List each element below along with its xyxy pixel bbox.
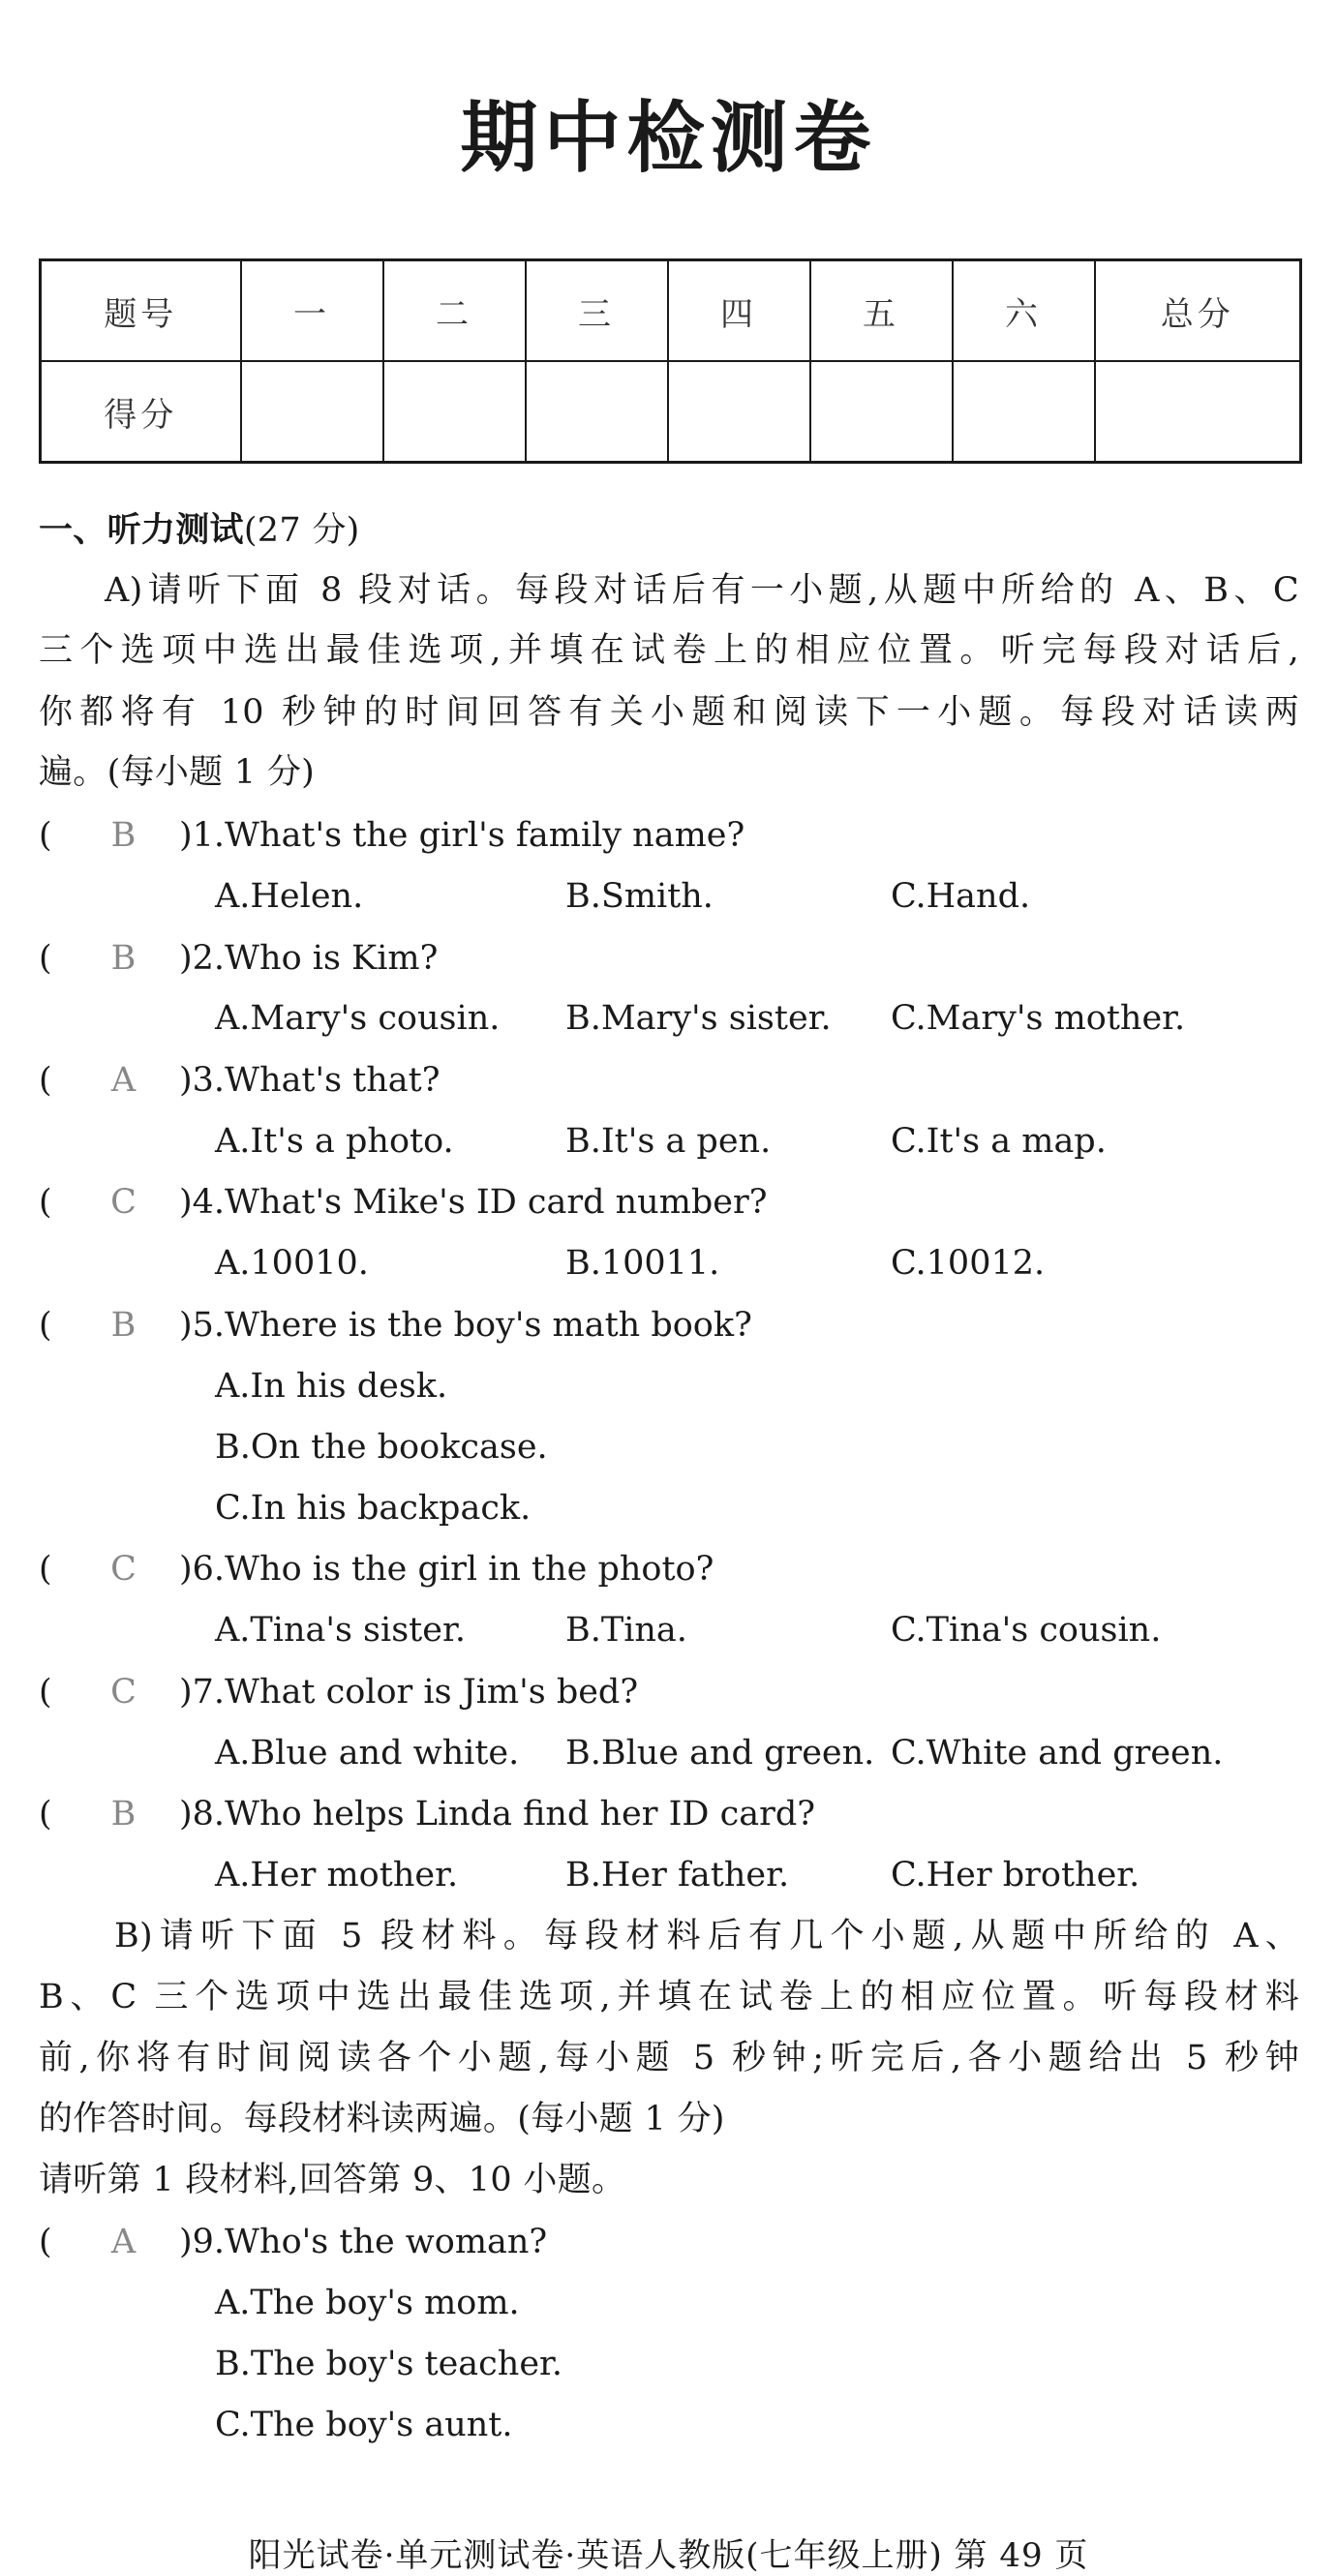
option-a: A.The boy's mom. bbox=[215, 2284, 520, 2322]
option-a: A.In his desk. bbox=[215, 1367, 448, 1406]
score-table bbox=[39, 258, 1302, 464]
question-3: ( A )3.What's that? bbox=[39, 1061, 441, 1100]
section-title: 一、听力测试 bbox=[39, 511, 244, 550]
table-header-cell: 三 bbox=[526, 260, 668, 362]
answer-blank[interactable]: B bbox=[110, 1795, 137, 1834]
table-header-cell: 五 bbox=[810, 260, 953, 362]
score-table-score-row bbox=[41, 361, 1301, 463]
option-b: B.The boy's teacher. bbox=[215, 2345, 563, 2383]
option-a: A.Blue and white. bbox=[215, 1734, 520, 1773]
score-cell[interactable] bbox=[1095, 361, 1301, 463]
question-stem: )5.Where is the boy's math book? bbox=[179, 1306, 752, 1345]
option-a: A.It's a photo. bbox=[215, 1122, 454, 1161]
answer-blank[interactable]: A bbox=[110, 1061, 137, 1100]
answer-blank[interactable]: B bbox=[110, 816, 137, 855]
partB-instruction-line: 前,你将有时间阅读各个小题,每小题 5 秒钟;听完后,各小题给出 5 秒钟 bbox=[39, 2039, 1299, 2077]
question-stem: )8.Who helps Linda find her ID card? bbox=[179, 1795, 815, 1834]
question-7: ( C )7.What color is Jim's bed? bbox=[39, 1673, 639, 1712]
option-c: C.White and green. bbox=[891, 1734, 1224, 1773]
table-header-cell: 四 bbox=[668, 260, 810, 362]
option-a: A.Tina's sister. bbox=[215, 1611, 466, 1650]
question-stem: )1.What's the girl's family name? bbox=[179, 816, 745, 855]
option-b: B.Blue and green. bbox=[565, 1734, 875, 1773]
page-footer: 阳光试卷·单元测试卷·英语人教版(七年级上册) 第 49 页 bbox=[248, 2536, 1089, 2575]
partA-instruction-line: 你都将有 10 秒钟的时间回答有关小题和阅读下一小题。每段对话读两 bbox=[39, 693, 1299, 732]
page-title: 期中检测卷 bbox=[460, 93, 877, 183]
option-a: A.Her mother. bbox=[215, 1856, 459, 1894]
partA-instruction-line: 三个选项中选出最佳选项,并填在试卷上的相应位置。听完每段对话后, bbox=[39, 631, 1299, 670]
option-b: B.Her father. bbox=[565, 1856, 790, 1894]
option-c: C.It's a map. bbox=[891, 1122, 1107, 1161]
partA-instruction-line: A)请听下面 8 段对话。每段对话后有一小题,从题中所给的 A、B、C bbox=[105, 571, 1299, 610]
option-c: C.10012. bbox=[891, 1244, 1046, 1283]
answer-blank[interactable]: C bbox=[110, 1550, 137, 1589]
answer-blank[interactable]: B bbox=[110, 939, 137, 978]
score-cell[interactable] bbox=[668, 361, 810, 463]
score-cell[interactable] bbox=[526, 361, 668, 463]
answer-blank[interactable]: C bbox=[110, 1673, 137, 1712]
question-stem: )3.What's that? bbox=[179, 1061, 441, 1100]
question-6: ( C )6.Who is the girl in the photo? bbox=[39, 1550, 714, 1589]
table-header-cell: 六 bbox=[953, 260, 1095, 362]
question-stem: )4.What's Mike's ID card number? bbox=[179, 1183, 768, 1222]
question-stem: )9.Who's the woman? bbox=[179, 2223, 548, 2261]
score-cell[interactable] bbox=[953, 361, 1095, 463]
option-c: C.The boy's aunt. bbox=[215, 2406, 513, 2444]
question-stem: )7.What color is Jim's bed? bbox=[179, 1673, 639, 1712]
option-b: B.On the bookcase. bbox=[215, 1428, 548, 1467]
question-stem: )2.Who is Kim? bbox=[179, 939, 439, 978]
option-b: B.10011. bbox=[565, 1244, 720, 1283]
question-4: ( C )4.What's Mike's ID card number? bbox=[39, 1183, 768, 1222]
question-8: ( B )8.Who helps Linda find her ID card? bbox=[39, 1795, 815, 1834]
option-c: C.Hand. bbox=[891, 877, 1031, 916]
partB-instruction-line: B)请听下面 5 段材料。每段材料后有几个小题,从题中所给的 A、 bbox=[114, 1917, 1299, 1955]
partB-instruction-line: B、C 三个选项中选出最佳选项,并填在试卷上的相应位置。听每段材料 bbox=[39, 1978, 1299, 2016]
table-header-cell: 题号 bbox=[41, 260, 241, 362]
table-header-cell: 总分 bbox=[1095, 260, 1301, 362]
score-table-header-row bbox=[41, 260, 1301, 362]
question-1: ( B )1.What's the girl's family name? bbox=[39, 816, 745, 855]
answer-blank[interactable]: B bbox=[110, 1306, 137, 1345]
answer-blank[interactable]: C bbox=[110, 1183, 137, 1222]
question-stem: )6.Who is the girl in the photo? bbox=[179, 1550, 714, 1589]
option-b: B.It's a pen. bbox=[565, 1122, 772, 1161]
option-c: C.Mary's mother. bbox=[891, 999, 1186, 1038]
option-a: A.10010. bbox=[215, 1244, 369, 1283]
option-b: B.Smith. bbox=[565, 877, 714, 916]
section-heading bbox=[39, 511, 360, 550]
score-cell[interactable] bbox=[810, 361, 953, 463]
score-cell[interactable] bbox=[241, 361, 383, 463]
option-b: B.Mary's sister. bbox=[565, 999, 832, 1038]
question-2: ( B )2.Who is Kim? bbox=[39, 939, 439, 978]
option-a: A.Helen. bbox=[215, 877, 364, 916]
partB-instruction-line: 的作答时间。每段材料读两遍。(每小题 1 分) bbox=[39, 2100, 725, 2138]
question-5: ( B )5.Where is the boy's math book? bbox=[39, 1306, 752, 1345]
partA-instruction-line: 遍。(每小题 1 分) bbox=[39, 753, 316, 792]
section-points: (27 分) bbox=[243, 511, 360, 550]
option-b: B.Tina. bbox=[565, 1611, 687, 1650]
score-row-label: 得分 bbox=[41, 361, 241, 463]
table-header-cell: 一 bbox=[241, 260, 383, 362]
question-9: ( A )9.Who's the woman? bbox=[39, 2223, 548, 2261]
answer-blank[interactable]: A bbox=[110, 2223, 137, 2261]
option-a: A.Mary's cousin. bbox=[215, 999, 501, 1038]
option-c: C.In his backpack. bbox=[215, 1489, 532, 1528]
option-c: C.Tina's cousin. bbox=[891, 1611, 1162, 1650]
table-header-cell: 二 bbox=[383, 260, 526, 362]
score-cell[interactable] bbox=[383, 361, 526, 463]
material-instruction: 请听第 1 段材料,回答第 9、10 小题。 bbox=[39, 2161, 626, 2199]
option-c: C.Her brother. bbox=[891, 1856, 1140, 1894]
